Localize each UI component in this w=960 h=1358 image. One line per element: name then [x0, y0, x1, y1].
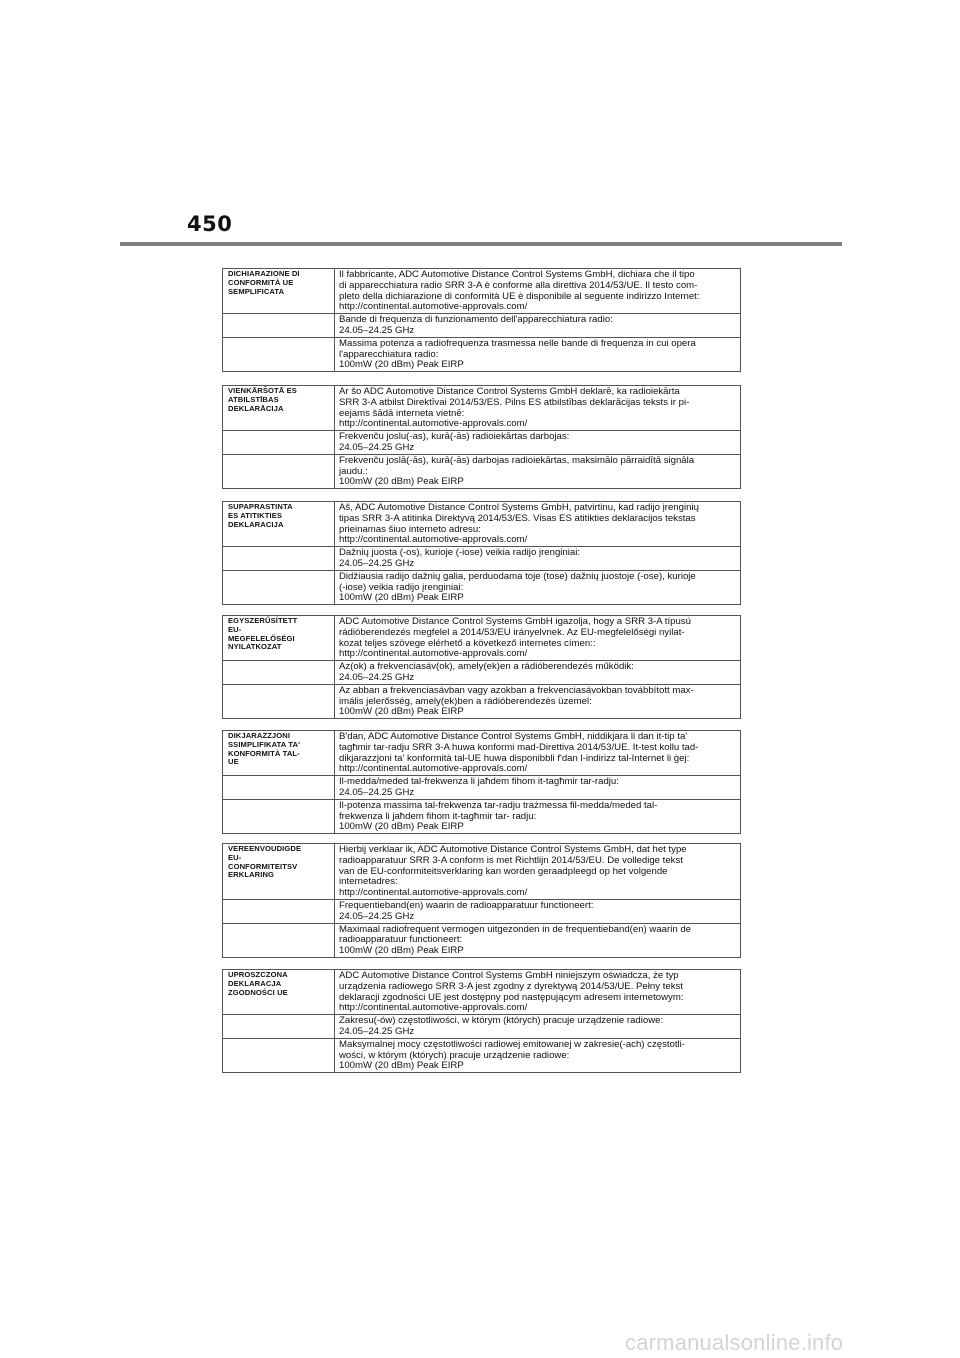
declaration-text-line: Az(ok) a frekvenciasáv(ok), amely(ek)en a rádióberendezés működik:: [339, 661, 634, 673]
table-row: [223, 454, 741, 488]
declaration-title-line: DEKLARĀCIJA: [228, 403, 284, 413]
table-row: [223, 970, 741, 1015]
declaration-text-line: internetadres:: [339, 876, 398, 888]
declaration-title-line: ZGODNOŚCI UE: [228, 987, 288, 997]
declaration-table: [222, 385, 741, 489]
empty-label-cell: [223, 570, 335, 604]
declaration-text-cell: [335, 269, 741, 314]
empty-label-cell: [223, 337, 335, 371]
declaration-title-line: ATBILSTĪBAS: [228, 394, 279, 404]
declaration-title-line: UPROSZCZONA: [228, 970, 288, 979]
table-row: [223, 314, 741, 338]
declaration-table: [222, 969, 741, 1073]
declaration-text-cell: [335, 731, 741, 776]
declaration-text-line: 24.05–24.25 GHz: [339, 786, 415, 798]
declaration-text-line: frekwenza li jaħdem fihom it-tagħmir tar- radju:: [339, 810, 537, 822]
declaration-text-line: kozat teljes szövege elérhető a következő internetes címen::: [339, 637, 596, 649]
declaration-text-line: di apparecchiatura radio SRR 3-A è conforme alla direttiva 2014/53/UE. Il testo com-: [339, 279, 698, 291]
table-row: [223, 844, 741, 900]
page-number: 450: [187, 212, 233, 236]
declaration-text-line: eejams šādā interneta vietnē:: [339, 407, 465, 419]
declaration-text-cell: [335, 616, 741, 661]
declaration-text-line: Il fabbricante, ADC Automotive Distance Control Systems GmbH, dichiara che il tipo: [339, 269, 695, 280]
declaration-text-line: 24.05–24.25 GHz: [339, 1025, 415, 1037]
declaration-text-line: jaudu.:: [339, 465, 368, 477]
declaration-text-line: 100mW (20 dBm) Peak EIRP: [339, 821, 464, 833]
declaration-text-cell: [335, 337, 741, 371]
declaration-title-line: VEREENVOUDIGDE: [228, 844, 302, 853]
declaration-text-line: Frekvenču joslu(-as), kurā(-ās) radioiekārtas darbojas:: [339, 431, 570, 443]
declaration-text-line: urządzenia radiowego SRR 3-A jest zgodny z dyrektywą 2014/53/UE. Pełny tekst: [339, 980, 683, 992]
declaration-text-line: http://continental.automotive-approvals.com/: [339, 534, 528, 546]
declaration-table: [222, 501, 741, 605]
declaration-text-line: 100mW (20 dBm) Peak EIRP: [339, 945, 464, 957]
declaration-text-line: prieinamas šiuo interneto adresu:: [339, 523, 481, 535]
declaration-text-line: http://continental.automotive-approvals.com/: [339, 887, 528, 899]
declaration-title-line: UE: [228, 757, 239, 767]
declaration-table: [222, 843, 741, 958]
declaration-text-cell: [335, 314, 741, 338]
declaration-text-line: (-iose) veikia radijo įrenginiai:: [339, 581, 464, 593]
declaration-text-line: Maximaal radiofrequent vermogen uitgezonden in de frequentieband(en) waarin de: [339, 923, 691, 935]
declaration-text-line: http://continental.automotive-approvals.com/: [339, 648, 528, 660]
declaration-text-line: 100mW (20 dBm) Peak EIRP: [339, 1060, 464, 1072]
declaration-title-line: KONFORMITÀ TAL-: [228, 748, 300, 758]
empty-label-cell: [223, 431, 335, 455]
declaration-text-line: 24.05–24.25 GHz: [339, 910, 415, 922]
declaration-text-line: Massima potenza a radiofrequenza trasmessa nelle bande di frequenza in cui opera: [339, 337, 696, 349]
declaration-text-cell: [335, 970, 741, 1015]
declaration-text-line: Il-potenza massima tal-frekwenza tar-radju trażmessa fil-medda/meded tal-: [339, 799, 658, 811]
table-row: [223, 502, 741, 547]
empty-label-cell: [223, 684, 335, 718]
declaration-text-line: tagħmir tar-radju SRR 3-A huwa konformi mad-Direttiva 2014/53/UE. It-test kollu tad-: [339, 741, 699, 753]
declaration-text-cell: [335, 923, 741, 957]
table-row: [223, 1015, 741, 1039]
declaration-text-line: http://continental.automotive-approvals.com/: [339, 301, 528, 313]
watermark: carmanualsonline.info: [625, 1330, 844, 1355]
empty-label-cell: [223, 314, 335, 338]
table-row: [223, 269, 741, 314]
declaration-text-line: Bande di frequenza di funzionamento dell'apparecchiatura radio:: [339, 314, 613, 326]
declaration-text-cell: [335, 1015, 741, 1039]
declaration-text-line: http://continental.automotive-approvals.com/: [339, 418, 528, 430]
declaration-text-line: http://continental.automotive-approvals.com/: [339, 1002, 528, 1014]
declaration-title: [223, 731, 335, 776]
declaration-text-line: 100mW (20 dBm) Peak EIRP: [339, 706, 464, 718]
declaration-title: [223, 970, 335, 1015]
declaration-text-line: Dažnių juosta (-os), kurioje (-iose) veikia radijo įrenginiai:: [339, 547, 581, 559]
declaration-text-cell: [335, 844, 741, 900]
declaration-text-line: http://continental.automotive-approvals.com/: [339, 763, 528, 775]
declaration-text-line: SRR 3-A atbilst Direktīvai 2014/53/ES. Pilns ES atbilstības deklarācijas teksts ir pi-: [339, 396, 690, 408]
declaration-text-line: Aš, ADC Automotive Distance Control Systems GmbH, patvirtinu, kad radijo įrenginių: [339, 502, 699, 513]
table-row: [223, 386, 741, 431]
declaration-text-cell: [335, 799, 741, 833]
declaration-text-cell: [335, 776, 741, 800]
table-row: [223, 616, 741, 661]
empty-label-cell: [223, 1038, 335, 1072]
declaration-title-line: SEMPLIFICATA: [228, 286, 285, 296]
declaration-text-cell: [335, 502, 741, 547]
declaration-text-line: 24.05–24.25 GHz: [339, 671, 415, 683]
declaration-text-line: ADC Automotive Distance Control Systems GmbH niniejszym oświadcza, że typ: [339, 970, 679, 981]
empty-label-cell: [223, 923, 335, 957]
empty-label-cell: [223, 799, 335, 833]
declaration-text-cell: [335, 431, 741, 455]
declaration-text-cell: [335, 684, 741, 718]
empty-label-cell: [223, 454, 335, 488]
empty-label-cell: [223, 547, 335, 571]
declaration-text-line: radioapparatuur SRR 3-A conform is met Richtlijn 2014/53/EU. De volledige tekst: [339, 854, 683, 866]
empty-label-cell: [223, 899, 335, 923]
empty-label-cell: [223, 776, 335, 800]
declaration-text-line: Ar šo ADC Automotive Distance Control Systems GmbH deklarē, ka radioiekārta: [339, 386, 680, 397]
table-row: [223, 337, 741, 371]
declaration-text-line: ADC Automotive Distance Control Systems GmbH igazolja, hogy a SRR 3-A típusú: [339, 616, 691, 627]
declaration-title-line: CONFORMITÀ UE: [228, 277, 294, 287]
table-row: [223, 431, 741, 455]
declaration-title-line: NYILATKOZAT: [228, 642, 282, 652]
declaration-text-line: imális jelerősség, amely(ek)ben a rádióberendezés üzemel:: [339, 695, 592, 707]
table-row: [223, 899, 741, 923]
declaration-text-line: Az abban a frekvenciasávban vagy azokban a frekvenciasávokban továbbított max-: [339, 684, 694, 696]
table-row: [223, 570, 741, 604]
declaration-text-cell: [335, 454, 741, 488]
table-row: [223, 776, 741, 800]
declaration-text-cell: [335, 547, 741, 571]
header-rule: [120, 242, 842, 246]
declaration-text-line: Frequentieband(en) waarin de radioapparatuur functioneert:: [339, 899, 594, 911]
declaration-table: [222, 268, 741, 372]
declaration-text-line: tipas SRR 3-A atitinka Direktyvą 2014/53/ES. Visas ES atitikties deklaracijos tekstas: [339, 512, 696, 524]
declaration-text-line: Zakresu(-ów) częstotliwości, w którym (których) pracuje urządzenie radiowe:: [339, 1015, 664, 1027]
declaration-title-line: DEKLARACIJA: [228, 519, 284, 529]
declaration-text-cell: [335, 570, 741, 604]
declaration-text-line: l'apparecchiatura radio:: [339, 348, 439, 360]
declaration-text-line: deklaracji zgodności UE jest dostępny pod następującym adresem internetowym:: [339, 991, 684, 1003]
table-row: [223, 661, 741, 685]
declaration-title-line: SUPAPRASTINTA: [228, 502, 293, 511]
declaration-text-line: 24.05–24.25 GHz: [339, 324, 415, 336]
declaration-text-line: dikjarazzjoni ta' konformità tal-UE huwa disponibbli f'dan l-indirizz tal-Internet li ġej:: [339, 752, 690, 764]
declaration-title-line: DIKJARAZZJONI: [228, 731, 291, 740]
declaration-text-cell: [335, 386, 741, 431]
declaration-title-line: CONFORMITEITSV: [228, 861, 298, 871]
declaration-title: [223, 844, 335, 900]
declaration-title-line: VIENKĀRŠOTĀ ES: [228, 386, 297, 395]
table-row: [223, 547, 741, 571]
declaration-title: [223, 502, 335, 547]
declaration-text-line: 100mW (20 dBm) Peak EIRP: [339, 359, 464, 371]
declaration-title-line: DICHIARAZIONE DI: [228, 269, 300, 278]
declaration-text-line: van de EU-conformiteitsverklaring kan worden geraadpleegd op het volgende: [339, 865, 668, 877]
table-row: [223, 731, 741, 776]
declaration-title-line: SSIMPLIFIKATA TA': [228, 739, 300, 749]
table-row: [223, 1038, 741, 1072]
declaration-text-line: pleto della dichiarazione di conformità UE è disponibile al seguente indirizzo Internet:: [339, 290, 700, 302]
declaration-text-line: Maksymalnej mocy częstotliwości radiowej emitowanej w zakresie(-ach) częstotli-: [339, 1038, 686, 1050]
declaration-text-cell: [335, 1038, 741, 1072]
declaration-text-line: 100mW (20 dBm) Peak EIRP: [339, 476, 464, 488]
declaration-title-line: MEGFELELŐSÉGI: [228, 633, 295, 643]
declaration-text-line: Frekvenču joslā(-ās), kurā(-ās) darbojas radioiekārtas, maksimālo pārraidītā signāla: [339, 454, 695, 466]
declaration-title-line: EGYSZERŰSÍTETT: [228, 616, 298, 625]
declaration-text-line: rádióberendezés megfelel a 2014/53/EU irányelvnek. Az EU-megfelelőségi nyilat-: [339, 626, 685, 638]
declaration-text-cell: [335, 899, 741, 923]
declaration-title: [223, 616, 335, 661]
declaration-table: [222, 730, 741, 834]
declaration-text-line: B'dan, ADC Automotive Distance Control Systems GmbH, niddikjara li dan it-tip ta': [339, 731, 688, 742]
declaration-title-line: ES ATITIKTIES: [228, 510, 283, 520]
table-row: [223, 799, 741, 833]
declaration-text-line: 24.05–24.25 GHz: [339, 557, 415, 569]
declaration-title: [223, 386, 335, 431]
declaration-text-line: Didžiausia radijo dažnių galia, perduodama toje (tose) dažnių juostoje (-ose), kurioje: [339, 570, 696, 582]
declaration-title: [223, 269, 335, 314]
declaration-text-line: 24.05–24.25 GHz: [339, 441, 415, 453]
empty-label-cell: [223, 1015, 335, 1039]
declaration-title-line: EU-: [228, 852, 242, 862]
declaration-title-line: DEKLARACJA: [228, 978, 282, 988]
table-row: [223, 684, 741, 718]
declaration-text-line: Hierbij verklaar ik, ADC Automotive Distance Control Systems GmbH, dat het type: [339, 844, 687, 855]
empty-label-cell: [223, 661, 335, 685]
declaration-text-line: wości, w którym (których) pracuje urządzenie radiowe:: [339, 1049, 570, 1061]
table-row: [223, 923, 741, 957]
declaration-title-line: EU-: [228, 624, 242, 634]
declaration-title-line: ERKLARING: [228, 870, 275, 880]
declaration-text-cell: [335, 661, 741, 685]
declaration-table: [222, 615, 741, 719]
declaration-text-line: radioapparatuur functioneert:: [339, 934, 463, 946]
declaration-text-line: Il-medda/meded tal-frekwenza li jaħdem fihom it-tagħmir tar-radju:: [339, 776, 619, 788]
declaration-text-line: 100mW (20 dBm) Peak EIRP: [339, 592, 464, 604]
